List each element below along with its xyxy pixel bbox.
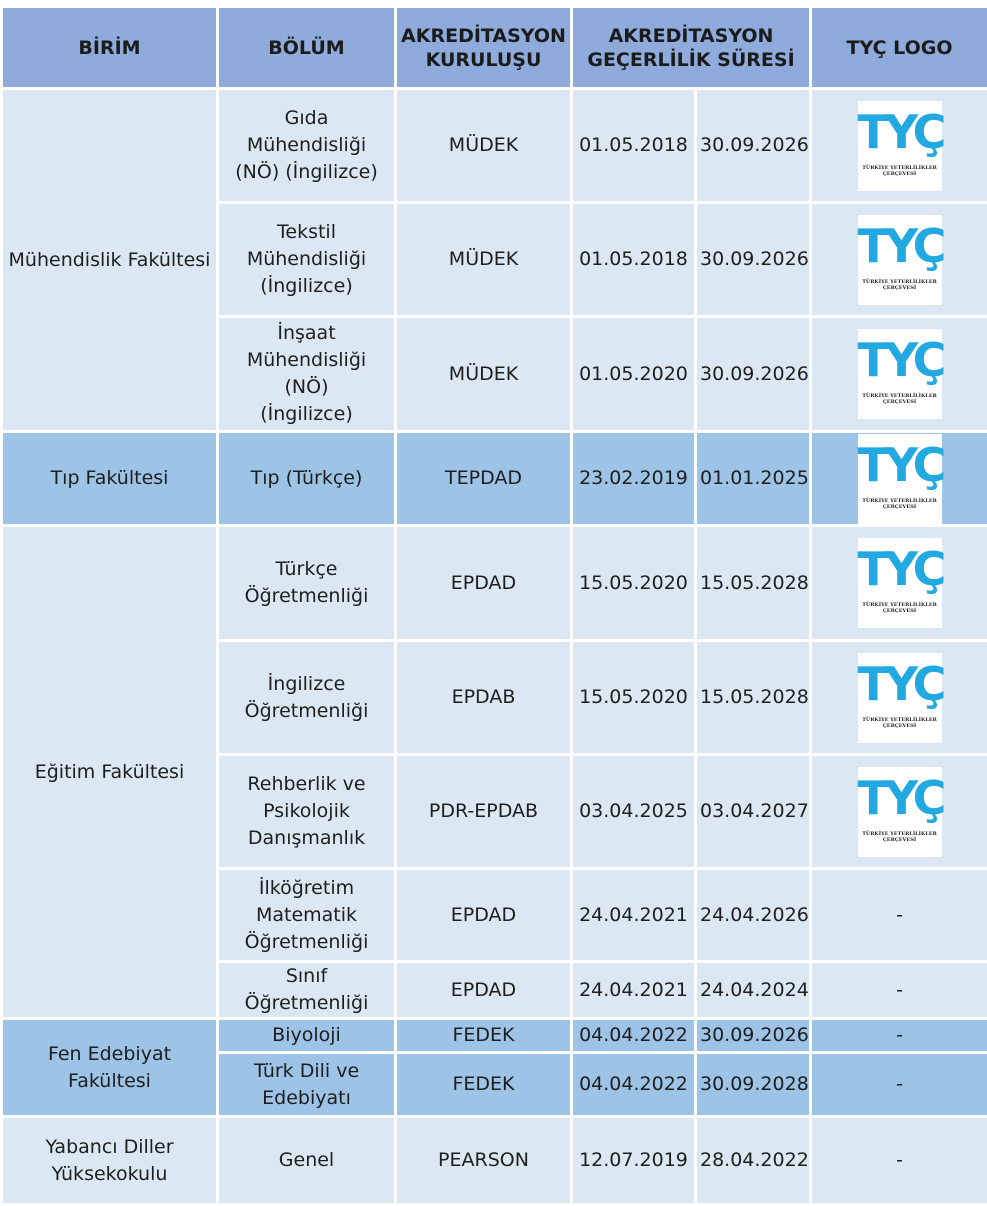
department-cell: İnşaat Mühendisliği (NÖ) (İngilizce) xyxy=(218,317,396,432)
accreditor-cell: FEDEK xyxy=(396,1019,572,1053)
start-date-cell: 03.04.2025 xyxy=(572,755,696,869)
table-row xyxy=(2,432,987,526)
start-date-cell: 12.07.2019 xyxy=(572,1117,696,1205)
start-date-cell: 24.04.2021 xyxy=(572,869,696,962)
tyc-logo-icon: TYÇ TÜRKİYE YETERLİLİKLER ÇERÇEVESİ xyxy=(858,329,942,419)
accreditor-cell: FEDEK xyxy=(396,1053,572,1117)
end-date-cell: 30.09.2026 xyxy=(696,89,811,203)
end-date-cell: 01.01.2025 xyxy=(696,432,811,526)
department-cell: Biyoloji xyxy=(218,1019,396,1053)
end-date-cell: 30.09.2026 xyxy=(696,203,811,317)
end-date-cell: 15.05.2028 xyxy=(696,526,811,641)
table-row xyxy=(2,526,987,641)
unit-cell: Fen Edebiyat Fakültesi xyxy=(2,1019,218,1117)
header-bolum: BÖLÜM xyxy=(218,7,396,89)
header-kurulus-line1: AKREDİTASYON xyxy=(401,25,566,47)
end-date-cell: 15.05.2028 xyxy=(696,641,811,755)
logo-empty-cell: - xyxy=(811,1117,987,1205)
department-cell: Genel xyxy=(218,1117,396,1205)
accreditor-cell: PDR-EPDAB xyxy=(396,755,572,869)
start-date-cell: 01.05.2018 xyxy=(572,89,696,203)
department-cell: Sınıf Öğretmenliği xyxy=(218,962,396,1019)
table-row xyxy=(2,1117,987,1205)
department-cell: İngilizce Öğretmenliği xyxy=(218,641,396,755)
accreditation-table xyxy=(0,5,987,1206)
end-date-cell: 24.04.2024 xyxy=(696,962,811,1019)
header-row xyxy=(2,7,987,89)
logo-cell xyxy=(811,755,987,869)
accreditor-cell: EPDAD xyxy=(396,962,572,1019)
end-date-cell: 30.09.2026 xyxy=(696,1019,811,1053)
accreditor-cell: EPDAD xyxy=(396,526,572,641)
unit-cell: Mühendislik Fakültesi xyxy=(2,89,218,432)
logo-cell xyxy=(811,641,987,755)
end-date-cell: 30.09.2028 xyxy=(696,1053,811,1117)
header-logo: TYÇ LOGO xyxy=(811,7,987,89)
end-date-cell: 03.04.2027 xyxy=(696,755,811,869)
logo-empty-cell: - xyxy=(811,1053,987,1117)
accreditor-cell: MÜDEK xyxy=(396,89,572,203)
accreditor-cell: MÜDEK xyxy=(396,203,572,317)
department-cell: Tekstil Mühendisliği (İngilizce) xyxy=(218,203,396,317)
end-date-cell: 24.04.2026 xyxy=(696,869,811,962)
logo-empty-cell: - xyxy=(811,962,987,1019)
department-cell: Türk Dili ve Edebiyatı xyxy=(218,1053,396,1117)
tyc-logo-icon: TYÇ TÜRKİYE YETERLİLİKLER ÇERÇEVESİ xyxy=(858,434,942,524)
unit-cell: Yabancı Diller Yüksekokulu xyxy=(2,1117,218,1205)
accreditor-cell: EPDAD xyxy=(396,869,572,962)
tyc-logo-icon: TYÇ TÜRKİYE YETERLİLİKLER ÇERÇEVESİ xyxy=(858,215,942,305)
start-date-cell: 24.04.2021 xyxy=(572,962,696,1019)
start-date-cell: 04.04.2022 xyxy=(572,1053,696,1117)
unit-cell: Eğitim Fakültesi xyxy=(2,526,218,1019)
accreditor-cell: TEPDAD xyxy=(396,432,572,526)
logo-cell xyxy=(811,317,987,432)
department-cell: Türkçe Öğretmenliği xyxy=(218,526,396,641)
start-date-cell: 01.05.2020 xyxy=(572,317,696,432)
table-row xyxy=(2,89,987,203)
logo-empty-cell: - xyxy=(811,1019,987,1053)
logo-cell xyxy=(811,89,987,203)
logo-empty-cell: - xyxy=(811,869,987,962)
accreditor-cell: MÜDEK xyxy=(396,317,572,432)
start-date-cell: 23.02.2019 xyxy=(572,432,696,526)
header-sure-line2: GEÇERLİLİK SÜRESİ xyxy=(587,49,794,71)
tyc-logo-icon: TYÇ TÜRKİYE YETERLİLİKLER ÇERÇEVESİ xyxy=(858,767,942,857)
start-date-cell: 15.05.2020 xyxy=(572,526,696,641)
start-date-cell: 01.05.2018 xyxy=(572,203,696,317)
logo-cell xyxy=(811,526,987,641)
header-kurulus xyxy=(396,7,572,89)
tyc-logo-icon: TYÇ TÜRKİYE YETERLİLİKLER ÇERÇEVESİ xyxy=(858,653,942,743)
tyc-logo-icon: TYÇ TÜRKİYE YETERLİLİKLER ÇERÇEVESİ xyxy=(858,101,942,191)
accreditor-cell: PEARSON xyxy=(396,1117,572,1205)
department-cell: İlköğretim Matematik Öğretmenliği xyxy=(218,869,396,962)
logo-cell xyxy=(811,203,987,317)
department-cell: Tıp (Türkçe) xyxy=(218,432,396,526)
header-sure-line1: AKREDİTASYON xyxy=(609,25,774,47)
department-cell: Gıda Mühendisliği (NÖ) (İngilizce) xyxy=(218,89,396,203)
table-row xyxy=(2,1019,987,1053)
end-date-cell: 28.04.2022 xyxy=(696,1117,811,1205)
start-date-cell: 15.05.2020 xyxy=(572,641,696,755)
header-birim: BİRİM xyxy=(2,7,218,89)
department-cell: Rehberlik ve Psikolojik Danışmanlık xyxy=(218,755,396,869)
tyc-logo-icon: TYÇ TÜRKİYE YETERLİLİKLER ÇERÇEVESİ xyxy=(858,538,942,628)
header-sure xyxy=(572,7,811,89)
end-date-cell: 30.09.2026 xyxy=(696,317,811,432)
unit-cell: Tıp Fakültesi xyxy=(2,432,218,526)
start-date-cell: 04.04.2022 xyxy=(572,1019,696,1053)
accreditor-cell: EPDAB xyxy=(396,641,572,755)
header-kurulus-line2: KURULUŞU xyxy=(426,49,542,71)
logo-cell xyxy=(811,432,987,526)
